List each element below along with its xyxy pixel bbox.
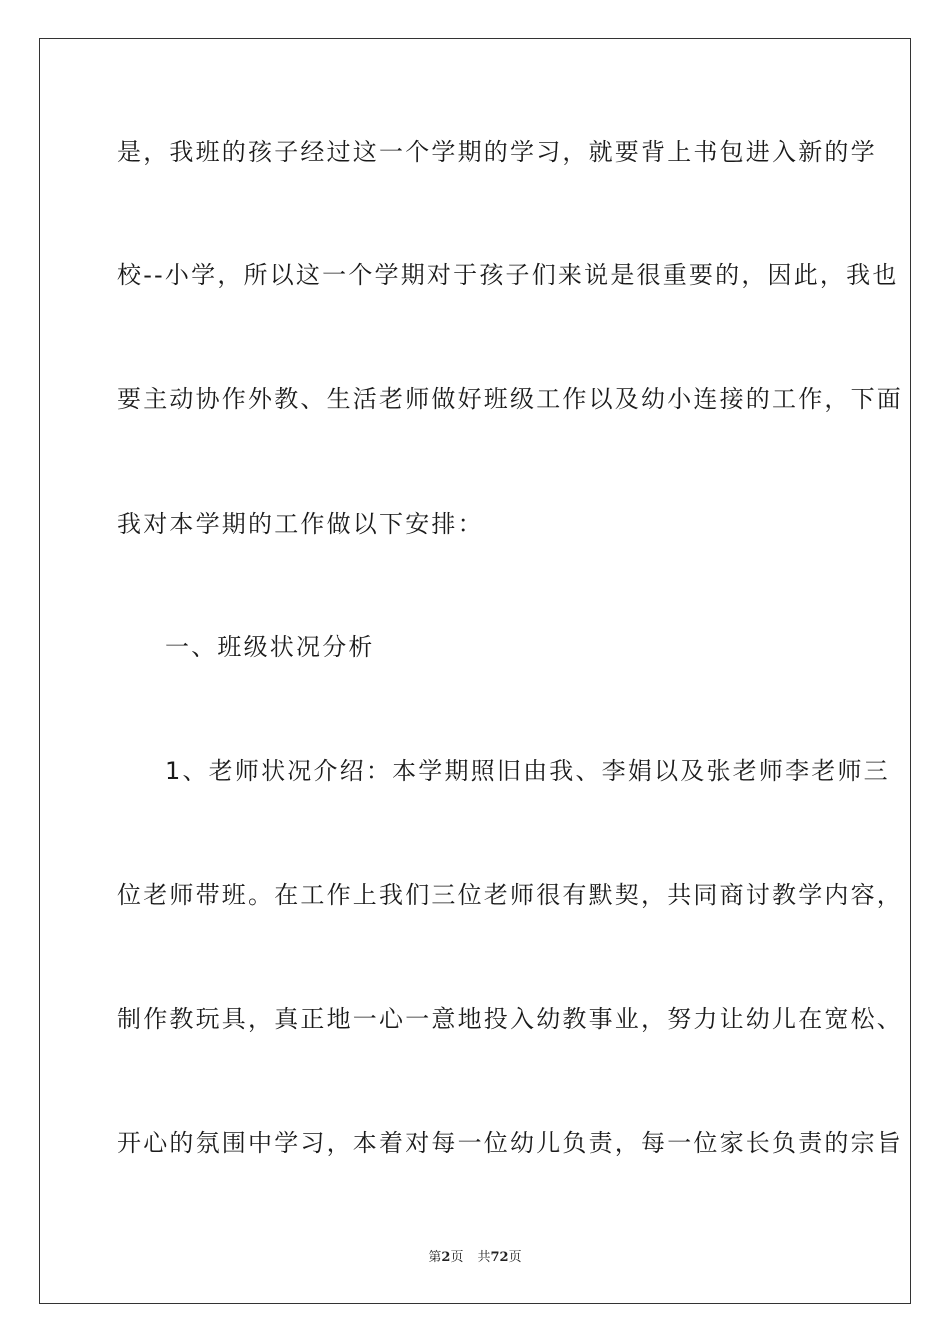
total-prefix: 共 — [477, 1250, 491, 1265]
page-border — [39, 38, 911, 1304]
total-suffix: 页 — [508, 1250, 522, 1265]
total-pages: 72 — [490, 1250, 509, 1265]
page-number: 2 — [441, 1250, 451, 1265]
paragraph-line: 是，我班的孩子经过这一个学期的学习，就要背上书包进入新的学 — [117, 138, 877, 166]
paragraph-line: 开心的氛围中学习，本着对每一位幼儿负责，每一位家长负责的宗旨 — [117, 1129, 903, 1157]
paragraph-line: 位老师带班。在工作上我们三位老师很有默契，共同商讨教学内容， — [117, 881, 903, 909]
paragraph-line: 制作教玩具，真正地一心一意地投入幼教事业，努力让幼儿在宽松、 — [117, 1005, 903, 1033]
page-footer — [0, 1246, 950, 1265]
paragraph-line: 要主动协作外教、生活老师做好班级工作以及幼小连接的工作，下面 — [117, 385, 903, 413]
page-prefix: 第 — [428, 1250, 442, 1265]
paragraph-line: 校--小学，所以这一个学期对于孩子们来说是很重要的，因此，我也 — [117, 261, 899, 289]
section-heading: 一、班级状况分析 — [165, 633, 375, 661]
paragraph-line: 1、老师状况介绍：本学期照旧由我、李娟以及张老师李老师三 — [165, 757, 890, 785]
paragraph-line: 我对本学期的工作做以下安排： — [117, 510, 484, 538]
page-suffix: 页 — [450, 1250, 464, 1265]
